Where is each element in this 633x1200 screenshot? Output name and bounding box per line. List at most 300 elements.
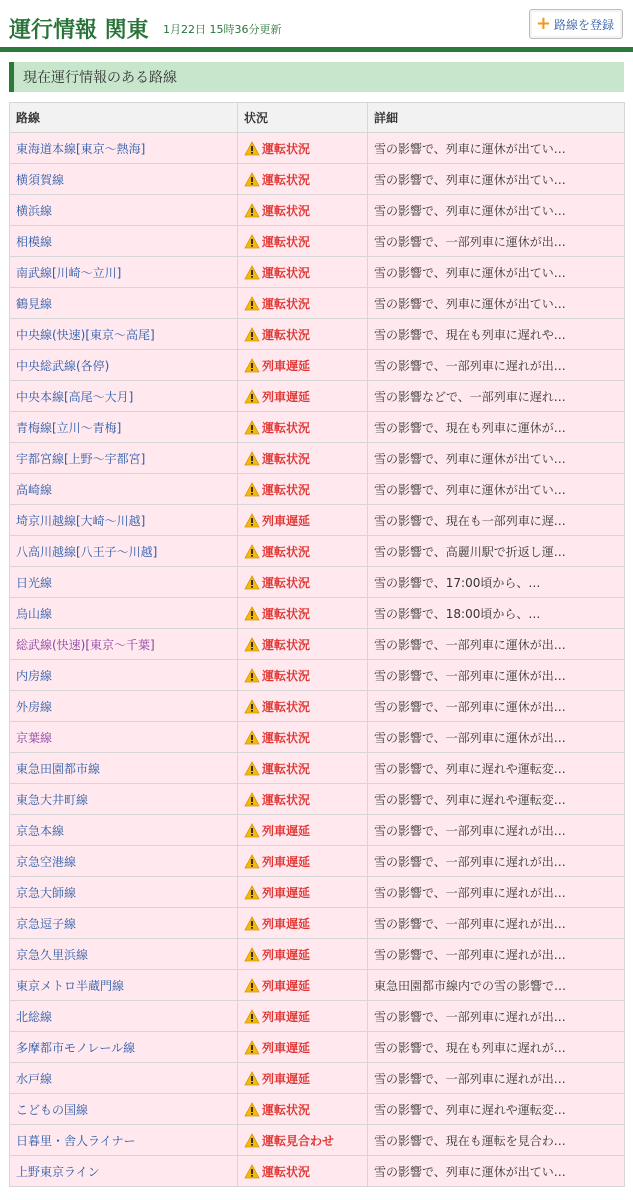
line-name-link[interactable]: 中央総武線(各停) — [16, 358, 110, 373]
status-label: 列車遅延 — [262, 854, 311, 869]
line-name-link[interactable]: 日暮里・舎人ライナー — [16, 1133, 136, 1148]
detail-cell — [368, 908, 625, 939]
status-badge — [244, 1008, 361, 1025]
line-name-link[interactable]: 高崎線 — [16, 482, 53, 497]
status-label: 運転状況 — [262, 1164, 311, 1179]
warning-icon — [244, 482, 260, 497]
status-label: 列車遅延 — [262, 947, 311, 962]
table-row — [10, 753, 625, 784]
table-row — [10, 381, 625, 412]
status-cell — [238, 164, 368, 195]
status-table — [9, 102, 625, 1187]
line-cell — [10, 784, 238, 815]
line-name-link[interactable]: 東急田園都市線 — [16, 761, 101, 776]
warning-icon — [244, 172, 260, 187]
detail-cell — [368, 598, 625, 629]
line-name-link[interactable]: 水戸線 — [16, 1071, 53, 1086]
table-row — [10, 815, 625, 846]
line-cell — [10, 629, 238, 660]
table-row — [10, 908, 625, 939]
warning-icon — [244, 141, 260, 156]
detail-cell — [368, 567, 625, 598]
detail-cell — [368, 877, 625, 908]
status-label: 列車遅延 — [262, 513, 311, 528]
status-cell — [238, 660, 368, 691]
status-cell — [238, 629, 368, 660]
status-badge — [244, 202, 361, 219]
status-cell — [238, 1063, 368, 1094]
detail-cell — [368, 1063, 625, 1094]
status-label: 列車遅延 — [262, 978, 311, 993]
warning-icon — [244, 203, 260, 218]
warning-icon — [244, 885, 260, 900]
detail-text: 雪の影響で、一部列車に運休が出… — [374, 730, 566, 745]
line-name-link[interactable]: 烏山線 — [16, 606, 53, 621]
detail-text: 雪の影響で、列車に運休が出てい… — [374, 141, 566, 156]
detail-text: 雪の影響で、17:00頃から、… — [374, 575, 541, 590]
line-cell — [10, 1063, 238, 1094]
line-cell — [10, 226, 238, 257]
table-row — [10, 877, 625, 908]
status-badge — [244, 295, 361, 312]
status-label: 運転状況 — [262, 1102, 311, 1117]
detail-text: 雪の影響で、18:00頃から、… — [374, 606, 541, 621]
line-name-link[interactable]: 多摩都市モノレール線 — [16, 1040, 136, 1055]
line-name-link[interactable]: 八高川越線[八王子〜川越] — [16, 544, 158, 559]
section-heading — [9, 62, 624, 92]
status-cell — [238, 691, 368, 722]
warning-icon — [244, 265, 260, 280]
detail-text: 雪の影響で、列車に運休が出てい… — [374, 296, 566, 311]
status-cell — [238, 474, 368, 505]
detail-text: 雪の影響で、一部列車に運休が出… — [374, 637, 566, 652]
register-line-button[interactable] — [529, 9, 623, 39]
line-cell — [10, 1001, 238, 1032]
line-cell — [10, 691, 238, 722]
status-badge — [244, 791, 361, 808]
status-label: 列車遅延 — [262, 358, 311, 373]
line-cell — [10, 1094, 238, 1125]
warning-icon — [244, 1040, 260, 1055]
status-cell — [238, 443, 368, 474]
column-header-line: 路線 — [10, 103, 238, 133]
status-badge — [244, 698, 361, 715]
line-cell — [10, 381, 238, 412]
line-cell — [10, 815, 238, 846]
detail-text: 雪の影響などで、一部列車に遅れ… — [374, 389, 566, 404]
status-cell — [238, 350, 368, 381]
warning-icon — [244, 420, 260, 435]
status-label: 列車遅延 — [262, 389, 311, 404]
line-cell — [10, 536, 238, 567]
line-name-link[interactable]: 東急大井町線 — [16, 792, 89, 807]
status-badge — [244, 481, 361, 498]
status-cell — [238, 505, 368, 536]
line-name-link[interactable]: 東海道本線[東京〜熱海] — [16, 141, 146, 156]
line-name-link[interactable]: 京急本線 — [16, 823, 65, 838]
table-row — [10, 288, 625, 319]
line-cell — [10, 598, 238, 629]
detail-cell — [368, 939, 625, 970]
detail-cell — [368, 412, 625, 443]
warning-icon — [244, 761, 260, 776]
line-cell — [10, 443, 238, 474]
table-row — [10, 846, 625, 877]
status-badge — [244, 1039, 361, 1056]
detail-cell — [368, 536, 625, 567]
status-cell — [238, 598, 368, 629]
status-cell — [238, 1094, 368, 1125]
table-row — [10, 660, 625, 691]
line-name-link[interactable]: 外房線 — [16, 699, 53, 714]
status-label: 運転状況 — [262, 141, 311, 156]
line-name-link[interactable]: 中央線(快速)[東京〜高尾] — [16, 327, 155, 342]
status-badge — [244, 171, 361, 188]
warning-icon — [244, 1102, 260, 1117]
status-label: 運転見合わせ — [262, 1133, 335, 1148]
warning-icon — [244, 792, 260, 807]
detail-text: 雪の影響で、一部列車に遅れが出… — [374, 358, 566, 373]
status-cell — [238, 908, 368, 939]
status-badge — [244, 326, 361, 343]
detail-cell — [368, 133, 625, 164]
detail-text: 雪の影響で、列車に遅れや運転変… — [374, 792, 566, 807]
detail-cell — [368, 784, 625, 815]
status-cell — [238, 1156, 368, 1187]
status-cell — [238, 381, 368, 412]
warning-icon — [244, 730, 260, 745]
warning-icon — [244, 916, 260, 931]
status-badge — [244, 264, 361, 281]
line-cell — [10, 1032, 238, 1063]
detail-cell — [368, 350, 625, 381]
status-badge — [244, 1163, 361, 1180]
table-row — [10, 722, 625, 753]
status-label: 運転状況 — [262, 296, 311, 311]
line-name-link[interactable]: 埼京川越線[大崎〜川越] — [16, 513, 146, 528]
warning-icon — [244, 978, 260, 993]
line-name-link[interactable]: 北総線 — [16, 1009, 53, 1024]
section-title: 現在運行情報のある路線 — [23, 70, 177, 86]
line-cell — [10, 350, 238, 381]
table-row — [10, 1125, 625, 1156]
line-name-link[interactable]: 鶴見線 — [16, 296, 53, 311]
warning-icon — [244, 1071, 260, 1086]
table-row — [10, 226, 625, 257]
table-row — [10, 443, 625, 474]
detail-cell — [368, 381, 625, 412]
detail-text: 雪の影響で、現在も列車に遅れや… — [374, 327, 566, 342]
table-row — [10, 629, 625, 660]
line-cell — [10, 970, 238, 1001]
updated-timestamp: 1月22日 15時36分更新 — [163, 23, 282, 36]
status-label: 列車遅延 — [262, 916, 311, 931]
line-cell — [10, 722, 238, 753]
status-badge — [244, 760, 361, 777]
detail-text: 雪の影響で、一部列車に遅れが出… — [374, 1071, 566, 1086]
line-name-link[interactable]: 青梅線[立川〜青梅] — [16, 420, 122, 435]
detail-cell — [368, 257, 625, 288]
status-cell — [238, 226, 368, 257]
status-badge — [244, 884, 361, 901]
detail-cell — [368, 846, 625, 877]
warning-icon — [244, 1164, 260, 1179]
table-body — [10, 133, 625, 1187]
status-cell — [238, 1032, 368, 1063]
detail-cell — [368, 753, 625, 784]
detail-cell — [368, 722, 625, 753]
line-name-link[interactable]: 上野東京ライン — [16, 1164, 100, 1179]
warning-icon — [244, 1009, 260, 1024]
status-label: 運転状況 — [262, 699, 311, 714]
warning-icon — [244, 358, 260, 373]
status-badge — [244, 667, 361, 684]
detail-text: 雪の影響で、列車に運休が出てい… — [374, 203, 566, 218]
warning-icon — [244, 668, 260, 683]
detail-text: 雪の影響で、列車に運休が出てい… — [374, 1164, 566, 1179]
status-label: 運転状況 — [262, 575, 311, 590]
status-badge — [244, 977, 361, 994]
line-cell — [10, 846, 238, 877]
status-label: 列車遅延 — [262, 1009, 311, 1024]
line-name-link[interactable]: 日光線 — [16, 575, 53, 590]
line-cell — [10, 1156, 238, 1187]
status-cell — [238, 319, 368, 350]
detail-cell — [368, 970, 625, 1001]
status-badge — [244, 140, 361, 157]
column-header-detail: 詳細 — [368, 103, 625, 133]
status-label: 運転状況 — [262, 203, 311, 218]
line-name-link[interactable]: 京急大師線 — [16, 885, 77, 900]
detail-text: 雪の影響で、列車に運休が出てい… — [374, 265, 566, 280]
line-cell — [10, 753, 238, 784]
detail-text: 雪の影響で、現在も一部列車に遅… — [374, 513, 566, 528]
status-badge — [244, 1132, 361, 1149]
table-row — [10, 350, 625, 381]
status-badge — [244, 450, 361, 467]
detail-cell — [368, 443, 625, 474]
status-label: 運転状況 — [262, 730, 311, 745]
table-row — [10, 1001, 625, 1032]
line-cell — [10, 288, 238, 319]
detail-text: 雪の影響で、一部列車に遅れが出… — [374, 823, 566, 838]
warning-icon — [244, 327, 260, 342]
table-row — [10, 970, 625, 1001]
status-cell — [238, 970, 368, 1001]
detail-cell — [368, 505, 625, 536]
status-cell — [238, 567, 368, 598]
detail-text: 雪の影響で、列車に遅れや運転変… — [374, 761, 566, 776]
line-cell — [10, 257, 238, 288]
detail-text: 雪の影響で、一部列車に遅れが出… — [374, 854, 566, 869]
line-cell — [10, 195, 238, 226]
status-cell — [238, 133, 368, 164]
warning-icon — [244, 854, 260, 869]
status-badge — [244, 419, 361, 436]
status-badge — [244, 388, 361, 405]
status-label: 列車遅延 — [262, 823, 311, 838]
status-badge — [244, 729, 361, 746]
detail-text: 雪の影響で、一部列車に遅れが出… — [374, 1009, 566, 1024]
line-cell — [10, 567, 238, 598]
warning-icon — [244, 1133, 260, 1148]
detail-text: 雪の影響で、一部列車に遅れが出… — [374, 947, 566, 962]
warning-icon — [244, 699, 260, 714]
line-cell — [10, 939, 238, 970]
detail-cell — [368, 629, 625, 660]
detail-text: 雪の影響で、現在も列車に運休が… — [374, 420, 566, 435]
table-row — [10, 1063, 625, 1094]
status-cell — [238, 536, 368, 567]
table-row — [10, 784, 625, 815]
line-name-link[interactable]: 宇都宮線[上野〜宇都宮] — [16, 451, 146, 466]
status-badge — [244, 1101, 361, 1118]
table-row — [10, 567, 625, 598]
line-name-link[interactable]: 相模線 — [16, 234, 53, 249]
status-label: 運転状況 — [262, 172, 311, 187]
detail-text: 雪の影響で、高麗川駅で折返し運… — [374, 544, 566, 559]
warning-icon — [244, 389, 260, 404]
line-name-link[interactable]: 南武線[川崎〜立川] — [16, 265, 122, 280]
line-cell — [10, 412, 238, 443]
status-badge — [244, 915, 361, 932]
status-cell — [238, 1125, 368, 1156]
status-badge — [244, 233, 361, 250]
status-label: 運転状況 — [262, 544, 311, 559]
status-cell — [238, 784, 368, 815]
status-label: 運転状況 — [262, 637, 311, 652]
line-name-link[interactable]: 内房線 — [16, 668, 53, 683]
status-cell — [238, 195, 368, 226]
detail-cell — [368, 691, 625, 722]
detail-text: 雪の影響で、一部列車に遅れが出… — [374, 916, 566, 931]
status-cell — [238, 412, 368, 443]
status-label: 運転状況 — [262, 265, 311, 280]
status-badge — [244, 357, 361, 374]
table-row — [10, 474, 625, 505]
line-name-link[interactable]: 京急逗子線 — [16, 916, 77, 931]
detail-cell — [368, 1156, 625, 1187]
detail-text: 雪の影響で、一部列車に遅れが出… — [374, 885, 566, 900]
status-label: 運転状況 — [262, 327, 311, 342]
status-cell — [238, 288, 368, 319]
detail-text: 雪の影響で、現在も列車に遅れが… — [374, 1040, 566, 1055]
table-row — [10, 133, 625, 164]
table-row — [10, 1156, 625, 1187]
detail-cell — [368, 226, 625, 257]
detail-cell — [368, 195, 625, 226]
line-cell — [10, 1125, 238, 1156]
register-line-label: 路線を登録 — [553, 17, 614, 32]
detail-text: 雪の影響で、列車に運休が出てい… — [374, 451, 566, 466]
status-cell — [238, 1001, 368, 1032]
table-row — [10, 412, 625, 443]
line-name-link[interactable]: 総武線(快速)[東京〜千葉] — [16, 637, 155, 652]
status-cell — [238, 877, 368, 908]
warning-icon — [244, 575, 260, 590]
line-name-link[interactable]: 東京メトロ半蔵門線 — [16, 978, 125, 993]
page-header — [0, 0, 633, 52]
detail-cell — [368, 164, 625, 195]
status-badge — [244, 512, 361, 529]
table-row — [10, 598, 625, 629]
status-label: 列車遅延 — [262, 1071, 311, 1086]
status-label: 運転状況 — [262, 668, 311, 683]
table-row — [10, 319, 625, 350]
line-cell — [10, 908, 238, 939]
line-cell — [10, 877, 238, 908]
detail-cell — [368, 474, 625, 505]
status-badge — [244, 822, 361, 839]
status-cell — [238, 939, 368, 970]
table-row — [10, 257, 625, 288]
detail-text: 雪の影響で、一部列車に運休が出… — [374, 668, 566, 683]
status-label: 運転状況 — [262, 761, 311, 776]
warning-icon — [244, 823, 260, 838]
line-cell — [10, 660, 238, 691]
status-badge — [244, 946, 361, 963]
line-name-link[interactable]: 中央本線[高尾〜大月] — [16, 389, 134, 404]
detail-text: 雪の影響で、列車に遅れや運転変… — [374, 1102, 566, 1117]
status-label: 運転状況 — [262, 606, 311, 621]
status-label: 列車遅延 — [262, 885, 311, 900]
status-label: 運転状況 — [262, 482, 311, 497]
status-cell — [238, 257, 368, 288]
table-row — [10, 1094, 625, 1125]
detail-cell — [368, 288, 625, 319]
line-cell — [10, 505, 238, 536]
warning-icon — [244, 234, 260, 249]
status-label: 運転状況 — [262, 420, 311, 435]
line-cell — [10, 164, 238, 195]
status-cell — [238, 846, 368, 877]
status-badge — [244, 543, 361, 560]
line-cell — [10, 474, 238, 505]
line-name-link[interactable]: 京急久里浜線 — [16, 947, 89, 962]
line-cell — [10, 133, 238, 164]
detail-text: 雪の影響で、列車に運休が出てい… — [374, 482, 566, 497]
status-label: 運転状況 — [262, 451, 311, 466]
line-name-link[interactable]: 横須賀線 — [16, 172, 65, 187]
warning-icon — [244, 544, 260, 559]
status-label: 運転状況 — [262, 234, 311, 249]
status-badge — [244, 853, 361, 870]
warning-icon — [244, 606, 260, 621]
line-name-link[interactable]: 京葉線 — [16, 730, 53, 745]
line-name-link[interactable]: 京急空港線 — [16, 854, 77, 869]
table-row — [10, 164, 625, 195]
status-cell — [238, 753, 368, 784]
detail-cell — [368, 815, 625, 846]
detail-text: 東急田園都市線内での雪の影響で… — [374, 978, 567, 993]
line-name-link[interactable]: こどもの国線 — [16, 1102, 89, 1117]
status-cell — [238, 815, 368, 846]
table-row — [10, 691, 625, 722]
detail-cell — [368, 660, 625, 691]
warning-icon — [244, 637, 260, 652]
warning-icon — [244, 296, 260, 311]
line-cell — [10, 319, 238, 350]
detail-text: 雪の影響で、一部列車に運休が出… — [374, 234, 566, 249]
status-badge — [244, 605, 361, 622]
detail-cell — [368, 1125, 625, 1156]
detail-cell — [368, 1001, 625, 1032]
status-badge — [244, 1070, 361, 1087]
page-title: 運行情報 関東 — [9, 18, 149, 43]
line-name-link[interactable]: 横浜線 — [16, 203, 53, 218]
table-row — [10, 1032, 625, 1063]
detail-cell — [368, 1094, 625, 1125]
